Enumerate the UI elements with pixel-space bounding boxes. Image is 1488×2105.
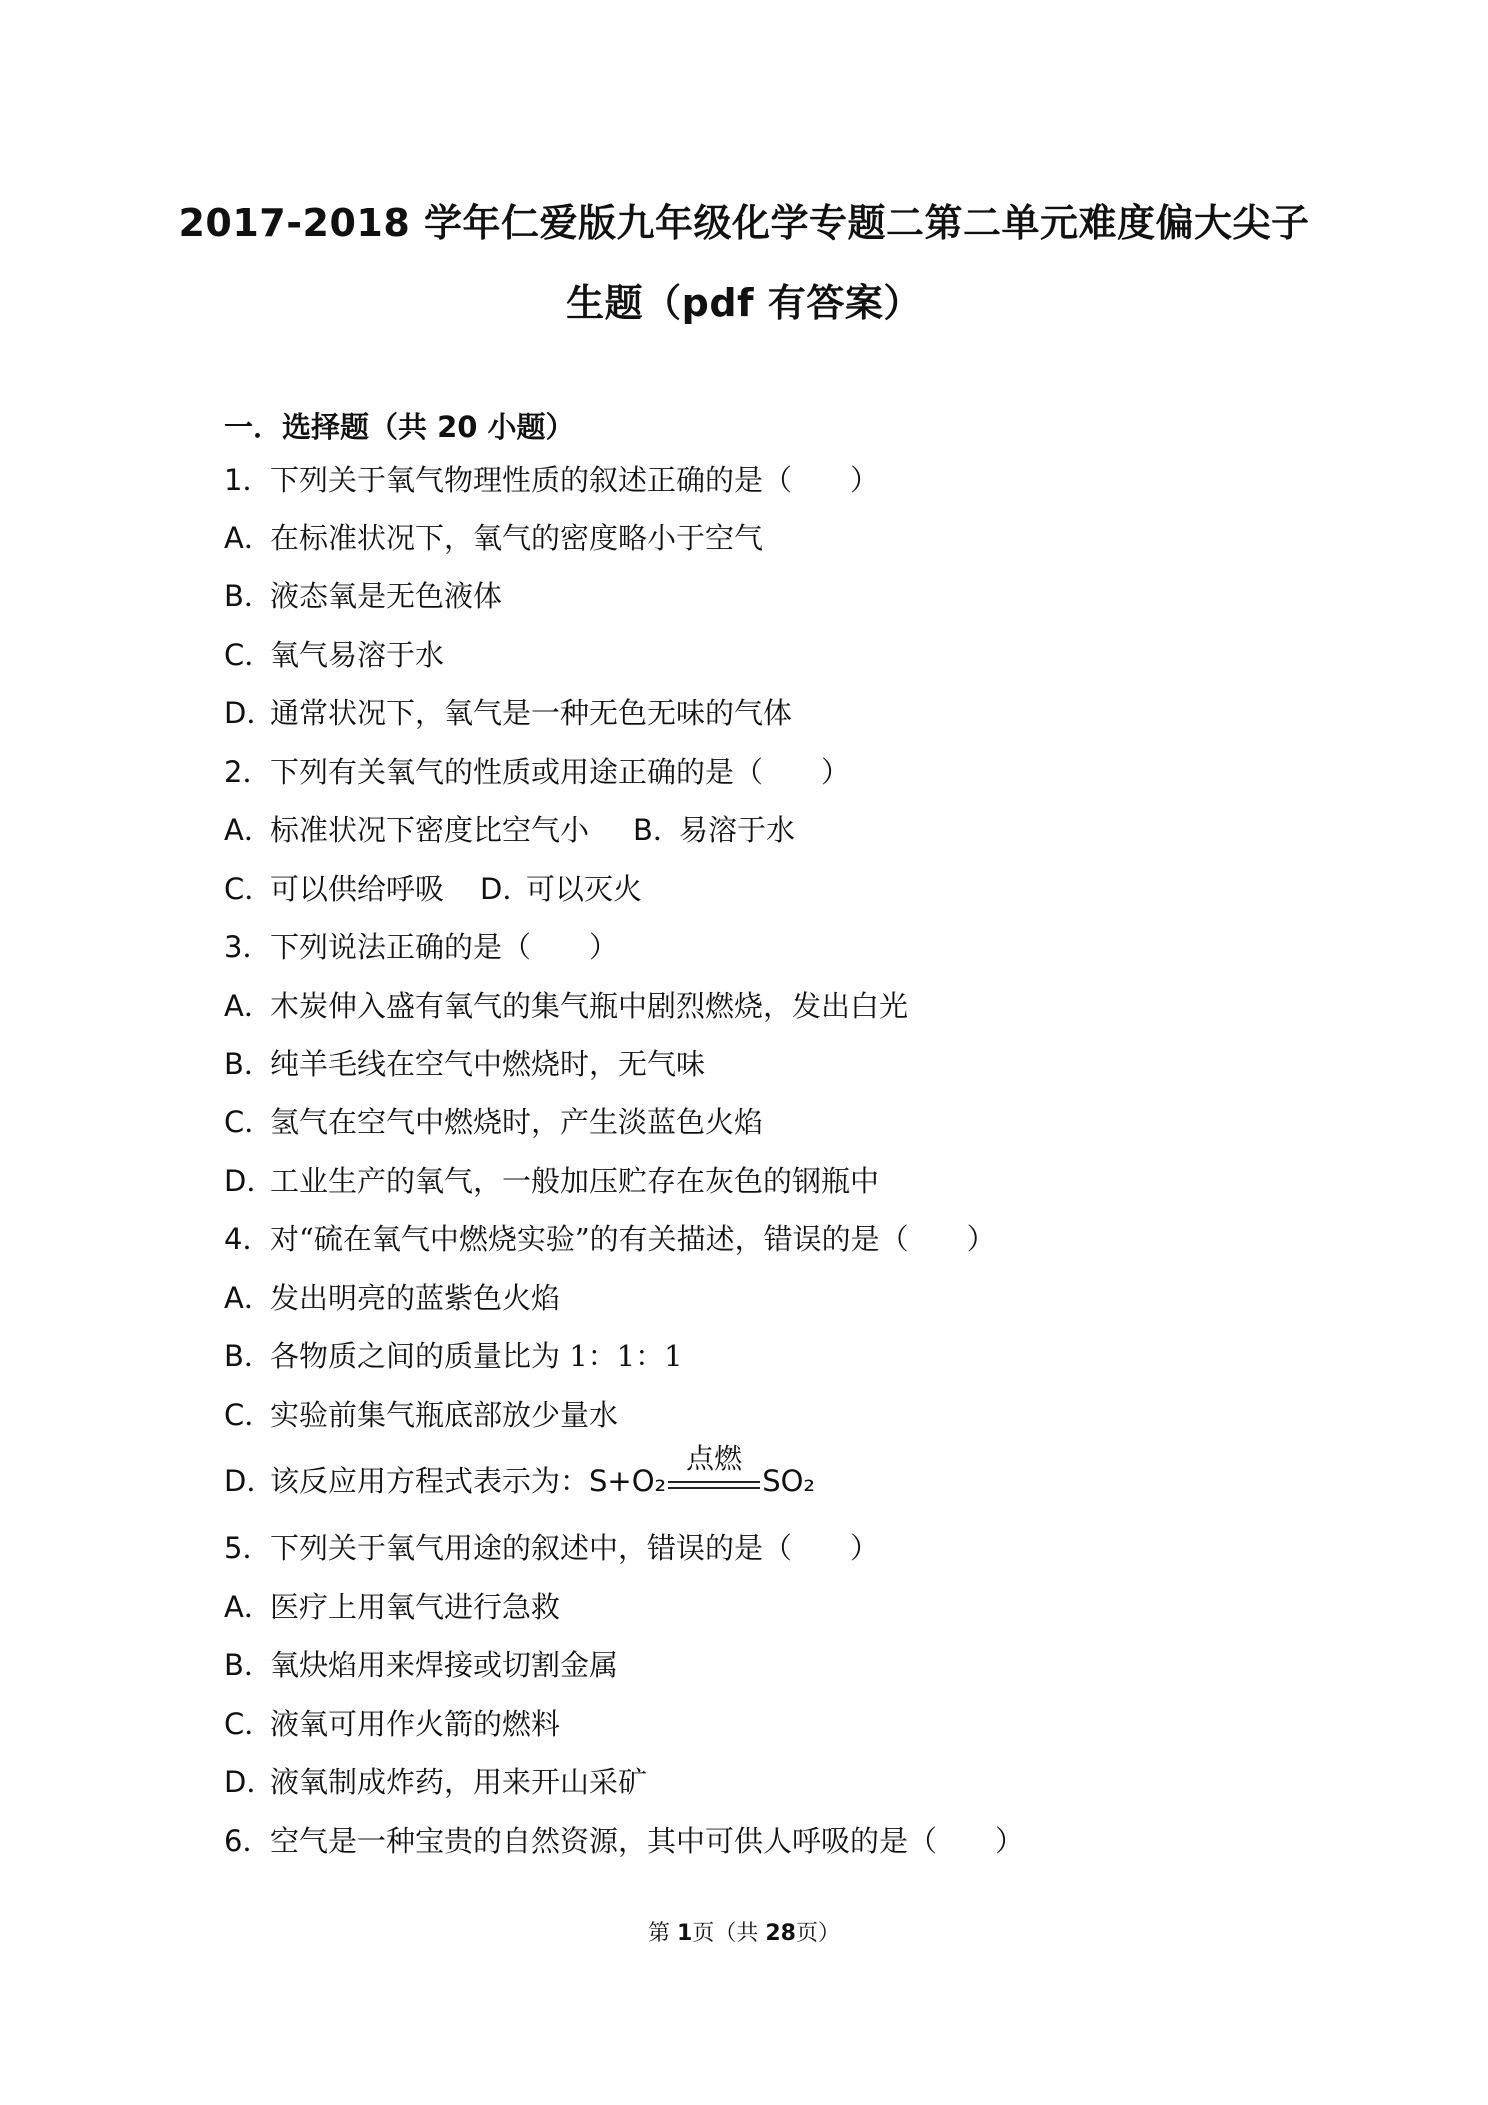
option-letter: B． (224, 1339, 273, 1373)
option-letter: C． (224, 1398, 274, 1432)
option-text: 实验前集气瓶底部放少量水 (270, 1398, 619, 1432)
option-text: 在标准状况下，氧气的密度略小于空气 (270, 521, 764, 555)
question-5-option-d (224, 1762, 647, 1802)
question-text: 下列说法正确的是（ ） (270, 930, 619, 964)
question-number: 3． (224, 930, 272, 964)
reaction-condition: 点燃 (686, 1442, 743, 1475)
question-4-option-d (224, 1442, 816, 1501)
question-2-options-ab (224, 810, 795, 850)
question-5-stem (224, 1528, 879, 1568)
option-letter: D． (480, 872, 532, 906)
option-text: 发出明亮的蓝紫色火焰 (270, 1281, 561, 1315)
option-text: 木炭伸入盛有氧气的集气瓶中剧烈燃烧，发出白光 (270, 989, 909, 1023)
option-text: 医疗上用氧气进行急救 (270, 1590, 561, 1624)
option-text: 液氧制成炸药，用来开山采矿 (270, 1765, 648, 1799)
question-3-option-b (224, 1044, 705, 1084)
option-letter: B． (224, 1648, 273, 1682)
footer-suffix: 页） (795, 1921, 840, 1946)
question-4-option-a (224, 1278, 560, 1318)
footer-total-pages: 28 (765, 1921, 796, 1946)
option-text: 各物质之间的质量比为 1：1：1 (270, 1339, 683, 1373)
question-number: 6． (224, 1824, 272, 1858)
footer-page-number: 1 (677, 1921, 693, 1946)
option-letter: C． (224, 1105, 274, 1139)
question-4-option-b (224, 1336, 683, 1376)
question-4-stem (224, 1219, 996, 1259)
question-5-option-b (224, 1645, 618, 1685)
equation-product: SO₂ (762, 1464, 816, 1498)
option-letter: A． (224, 989, 273, 1023)
option-text: 易溶于水 (679, 813, 796, 847)
option-text: 通常状况下，氧气是一种无色无味的气体 (270, 696, 793, 730)
question-1-option-d (224, 693, 792, 733)
page-footer (0, 1916, 1488, 1947)
option-letter: C． (224, 872, 274, 906)
option-letter: A． (224, 1281, 273, 1315)
section-heading: 一．选择题（共 20 小题） (224, 410, 575, 444)
option-text: 工业生产的氧气，一般加压贮存在灰色的钢瓶中 (270, 1164, 880, 1198)
question-text: 下列关于氧气用途的叙述中，错误的是（ ） (270, 1531, 880, 1565)
question-2-stem (224, 752, 850, 792)
option-letter: D． (224, 1765, 276, 1799)
option-letter: B． (224, 579, 273, 613)
option-letter: B． (633, 813, 682, 847)
double-line-bottom (668, 1487, 760, 1489)
question-1-stem (224, 460, 879, 500)
question-5-option-c (224, 1704, 560, 1744)
double-line-top (668, 1481, 760, 1483)
option-text: 可以灭火 (526, 872, 643, 906)
question-6-stem (224, 1821, 1024, 1861)
footer-middle: 页（共 (692, 1921, 766, 1946)
option-text: 氧炔焰用来焊接或切割金属 (270, 1648, 619, 1682)
option-letter: A． (224, 813, 273, 847)
question-text: 下列关于氧气物理性质的叙述正确的是（ ） (270, 463, 880, 497)
document-title-line-2: 生题（pdf 有答案） (566, 281, 922, 325)
option-letter: D． (224, 696, 276, 730)
option-letter: D． (224, 1164, 276, 1198)
question-number: 4． (224, 1222, 272, 1256)
question-number: 2． (224, 755, 272, 789)
question-number: 5． (224, 1531, 272, 1565)
question-3-option-c (224, 1102, 763, 1142)
option-letter: C． (224, 638, 274, 672)
question-1-option-b (224, 576, 502, 616)
document-title-line-1: 2017-2018 学年仁爱版九年级化学专题二第二单元难度偏大尖子 (178, 201, 1310, 245)
question-3-option-a (224, 986, 908, 1026)
option-letter: A． (224, 521, 273, 555)
reaction-condition-arrow (666, 1442, 762, 1501)
option-text: 可以供给呼吸 (270, 872, 445, 906)
question-text: 下列有关氧气的性质或用途正确的是（ ） (270, 755, 851, 789)
question-2-options-cd (224, 869, 642, 909)
option-text: 该反应用方程式表示为： (270, 1464, 590, 1498)
question-3-option-d (224, 1161, 879, 1201)
question-1-option-c (224, 635, 444, 675)
question-1-option-a (224, 518, 763, 558)
question-text: 空气是一种宝贵的自然资源，其中可供人呼吸的是（ ） (270, 1824, 1025, 1858)
option-letter: C． (224, 1707, 274, 1741)
option-text: 液态氧是无色液体 (270, 579, 503, 613)
question-5-option-a (224, 1587, 560, 1627)
option-letter: A． (224, 1590, 273, 1624)
option-letter: D． (224, 1464, 276, 1498)
option-text: 标准状况下密度比空气小 (270, 813, 590, 847)
question-number: 1． (224, 463, 272, 497)
option-text: 液氧可用作火箭的燃料 (270, 1707, 561, 1741)
option-text: 氧气易溶于水 (270, 638, 445, 672)
question-text: 对“硫在氧气中燃烧实验”的有关描述，错误的是（ ） (270, 1222, 996, 1256)
option-letter: B． (224, 1047, 273, 1081)
question-3-stem (224, 927, 618, 967)
question-4-option-c (224, 1395, 618, 1435)
option-text: 氢气在空气中燃烧时，产生淡蓝色火焰 (270, 1105, 764, 1139)
option-text: 纯羊毛线在空气中燃烧时，无气味 (270, 1047, 706, 1081)
footer-prefix: 第 (648, 1921, 678, 1946)
equation-reactants: S+O₂ (589, 1464, 667, 1498)
